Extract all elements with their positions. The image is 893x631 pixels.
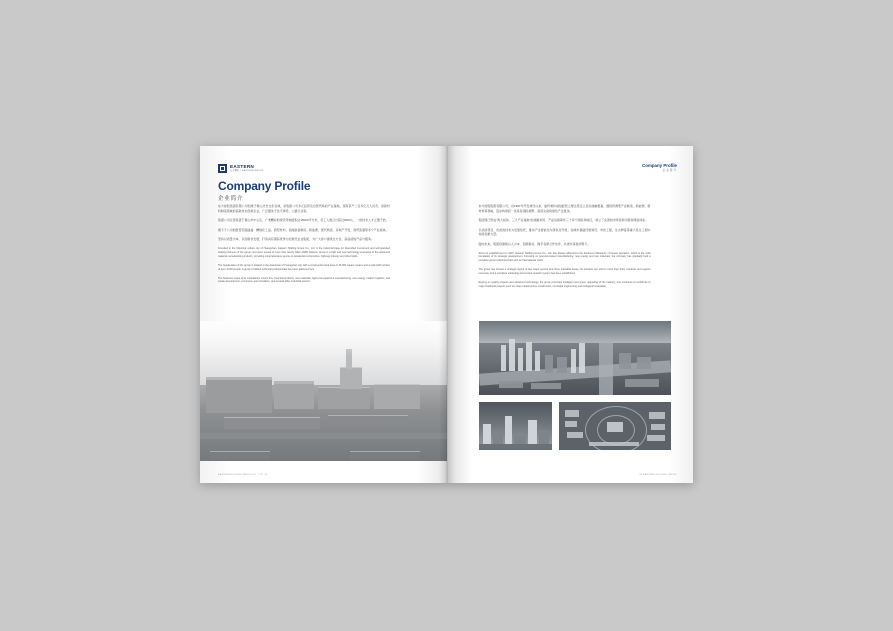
render-tower bbox=[501, 345, 506, 371]
right-body-text bbox=[479, 204, 651, 294]
render-block bbox=[545, 355, 553, 373]
factory-shed bbox=[328, 415, 408, 425]
render-tower bbox=[571, 349, 576, 373]
factory-building bbox=[318, 387, 370, 409]
company-logo bbox=[218, 164, 264, 173]
image-row bbox=[479, 402, 671, 450]
render-tower bbox=[526, 342, 532, 371]
aerial-city-render bbox=[479, 321, 671, 395]
plan-block bbox=[649, 412, 665, 419]
factory-roof bbox=[206, 377, 272, 380]
masterplan-render bbox=[559, 402, 671, 450]
render-canal bbox=[599, 341, 613, 395]
render-block bbox=[625, 379, 659, 387]
factory-aerial-photo bbox=[200, 321, 447, 461]
city-skyline-photo bbox=[479, 402, 552, 450]
render-block bbox=[637, 357, 651, 369]
paragraph-cn: 集团公司总部座落于黄山市中心区，广袤精彩的建设用地面积达15000平方米，员工人数合计超过3000人，一批技术人才汇聚于此。 bbox=[218, 218, 389, 223]
left-footer: EASTERN HOLDING GROUP CO., LTD. 05 bbox=[218, 474, 268, 476]
paragraph-cn: 旗下子公司的经营范围涵盖：精细化工品、新型材料、高端装备制造、新能源、现代物流、房地产开发、商贸流通等多个产业板块。 bbox=[218, 227, 389, 232]
paragraph-cn: 以优质项目、优质的技术为发展依托，推动产业智能化与绿色化升级；在城市基础设施建设、市政工程、生态修复等重大民生工程中持续贡献力量。 bbox=[478, 227, 651, 237]
plan-block bbox=[565, 410, 579, 417]
brochure-spread bbox=[200, 146, 693, 483]
site-road bbox=[200, 433, 447, 439]
paragraph-en: Relying on quality projects and advanced technology, the group promotes intelligent and green upgrading of the industry, and continues to contribute to major livelihood projects such as urban infrastructure construction, municipal engineering and ecological restoration. bbox=[478, 281, 651, 288]
paragraph-en: The business scope of its subsidiaries covers fine chemical products, new materials, high-end equipment manufacturing, new energy, modern logistics, real estate development, commerce and circulation, and several other industrial sectors. bbox=[218, 276, 390, 284]
paragraph-cn: 东方控股集团有限公司，自1997年开发建设以来，始终秉持诚信经营之理念坚定立足的战略根基，围绕资源型产业制造、新能源、新材料等领域，逐步构建起一条具有国际视野、高度完备的绿色产业链条。 bbox=[478, 204, 651, 213]
foreground-structure bbox=[350, 451, 420, 459]
factory-building bbox=[374, 384, 420, 409]
square-emblem-icon bbox=[218, 164, 227, 173]
foreground-structure bbox=[210, 451, 270, 459]
paragraph-en: Since its establishment in 1997, Eastern Holding Group Co., Ltd. has always adhered to the business philosophy of honest operation, which is the solid foundation of its strategic development. Focusing on resource-based manufacturing, new energy and new materials, the company has gradually built a complete green industrial chain with an international vision. bbox=[478, 251, 651, 263]
paragraph-en: Founded in the historical culture city of Huangshan, Eastern Holding Group Co., Ltd. is the industrial base for diversified investment and self-operated trading business of the group, and owns assets of more than twenty billion RMB. Eastern Group is a high and new technology enterprise in the advanced material manufacturing industry, providing comprehensive service to residential construction, highway industry and other fields. bbox=[218, 246, 390, 258]
chimney-icon bbox=[346, 349, 352, 369]
plan-axis-road bbox=[589, 442, 639, 446]
plan-block bbox=[567, 432, 583, 438]
running-head bbox=[642, 164, 677, 173]
title-english: Company Profile bbox=[218, 179, 311, 193]
left-body-text bbox=[218, 204, 390, 289]
render-block bbox=[499, 381, 523, 388]
paragraph-cn: 面向未来，集团将继续以人为本、创新驱动，携手各界合作伙伴，共建共享美好明天。 bbox=[478, 241, 591, 246]
factory-roof bbox=[274, 381, 314, 384]
render-tower bbox=[579, 343, 585, 373]
factory-building bbox=[274, 383, 314, 409]
running-head-chinese: 企业简介 bbox=[662, 168, 677, 172]
logo-subtitle: 东方雨虹 / EASTERN GROUP bbox=[230, 170, 264, 173]
page-title bbox=[218, 180, 310, 202]
render-tower bbox=[509, 339, 515, 371]
image-gallery bbox=[479, 321, 671, 450]
factory-building bbox=[206, 379, 272, 413]
right-page bbox=[447, 146, 694, 483]
paragraph-cn: 集团现已形成“两大板块、三大产业基地”的战略布局，产品远销海外三十多个国家和地区，建立了完善的市场营销与服务网络体系。 bbox=[478, 218, 649, 223]
plan-block bbox=[647, 435, 665, 441]
site-road bbox=[200, 445, 447, 449]
left-page bbox=[200, 146, 447, 483]
plan-center-block bbox=[607, 422, 623, 432]
logo-name: EASTERN bbox=[230, 163, 255, 169]
factory-shed bbox=[224, 417, 320, 429]
skyline-foreground bbox=[479, 444, 552, 450]
render-block bbox=[531, 383, 561, 389]
paragraph-cn: 坚持以质量为本、以创新求发展，打造具有国际竞争力的现代企业集团，为广大客户提供全方位、高品质的产品与服务。 bbox=[218, 237, 374, 242]
plan-block bbox=[565, 421, 577, 427]
plan-block bbox=[651, 424, 665, 430]
render-block bbox=[557, 357, 567, 373]
paragraph-cn: 东方控股集团有限公司创建于黄山历史文化名城，是集团公司多元投资及自营贸易的产业基地，现有资产二百多亿元人民币，是新材料制造领域的高新技术创新企业，广泛服务于住宅建设、公路行业等。 bbox=[218, 204, 390, 213]
render-block bbox=[619, 353, 631, 369]
right-footer: 06 EASTERN HOLDING GROUP bbox=[639, 474, 677, 476]
paragraph-en: The group has formed a strategic layout of two major sectors and three industrial bases. Its products are sold to more than thirty countries and regions overseas, and a complete marketing and service network system has been established. bbox=[478, 268, 651, 276]
title-chinese: 企业简介 bbox=[218, 196, 244, 202]
logo-text-block bbox=[230, 165, 264, 173]
factory-tower bbox=[340, 367, 362, 389]
running-head-english: Company Profile bbox=[642, 163, 677, 168]
paragraph-en: The headquarter of the group is located in the downtown of Huangshan city, with a construction land area of 15,000 square meters and a total staff number of over 3,000 people. A group of skilled technical professionals has been gathered here. bbox=[218, 263, 390, 271]
render-tower bbox=[535, 351, 540, 371]
render-tower bbox=[518, 348, 523, 371]
